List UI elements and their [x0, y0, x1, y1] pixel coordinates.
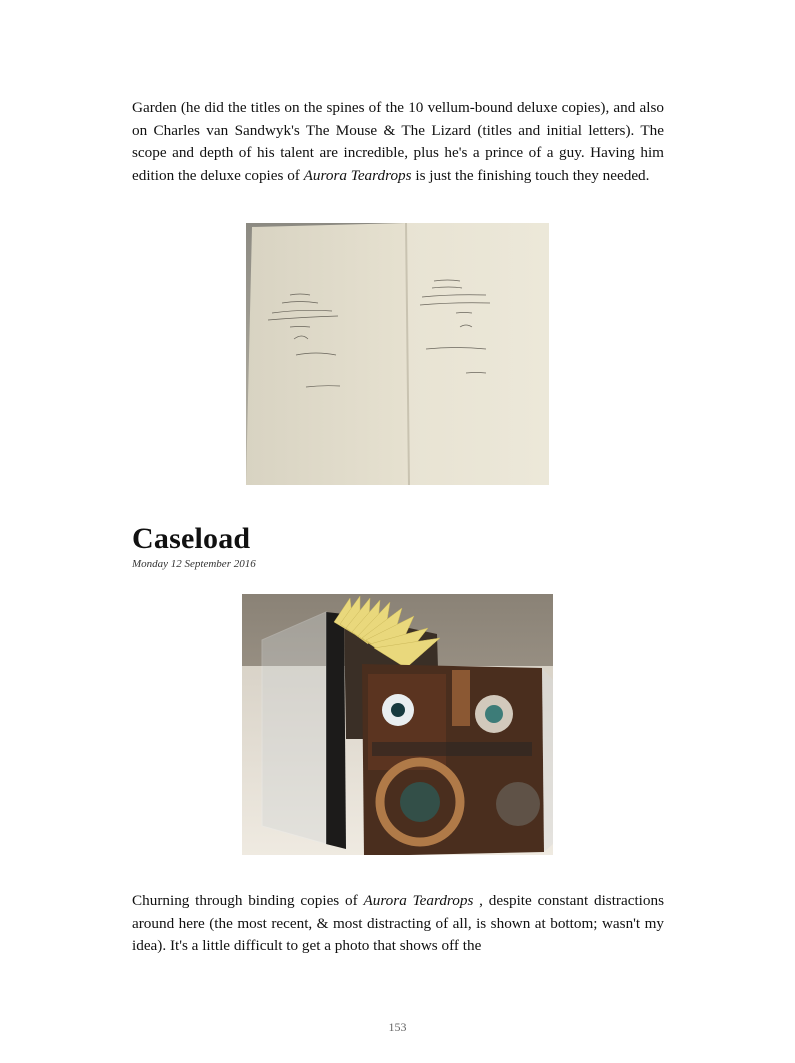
open-book-colophon-image	[246, 223, 549, 485]
book-title-emphasis-2: Aurora Teardrops	[363, 892, 474, 909]
paragraph-intro	[132, 97, 664, 187]
book-title-emphasis: Aurora Teardrops	[303, 166, 412, 184]
post-title: Caseload	[132, 522, 251, 555]
post-date: Monday 12 September 2016	[132, 558, 256, 570]
paragraph-caseload-text-b: , despite constant distractions around here (the most recent, & most distracting of all, is shown at bottom; wasn't my idea). It's a little difficult to get a photo that shows off the	[132, 892, 664, 955]
standing-book-image	[242, 594, 553, 855]
paragraph-caseload-text-a: Churning through binding copies of	[132, 892, 364, 909]
paragraph-caseload	[132, 890, 664, 958]
colophon-photo	[246, 223, 549, 485]
page-number: 153	[388, 1020, 407, 1034]
paragraph-intro-text-a: Garden (he did the titles on the spines of the 10 vellum-bound deluxe copies), and also on Charles van Sandwyk's The Mouse & The Lizard (titles and initial letters). The scope and depth of his talent are incredible, plus he's a prince of a guy. Having him edition the deluxe copies of	[132, 99, 664, 184]
paragraph-intro-text-b: is just the finishing touch they needed.	[411, 166, 650, 184]
book-in-case-photo	[242, 594, 553, 855]
